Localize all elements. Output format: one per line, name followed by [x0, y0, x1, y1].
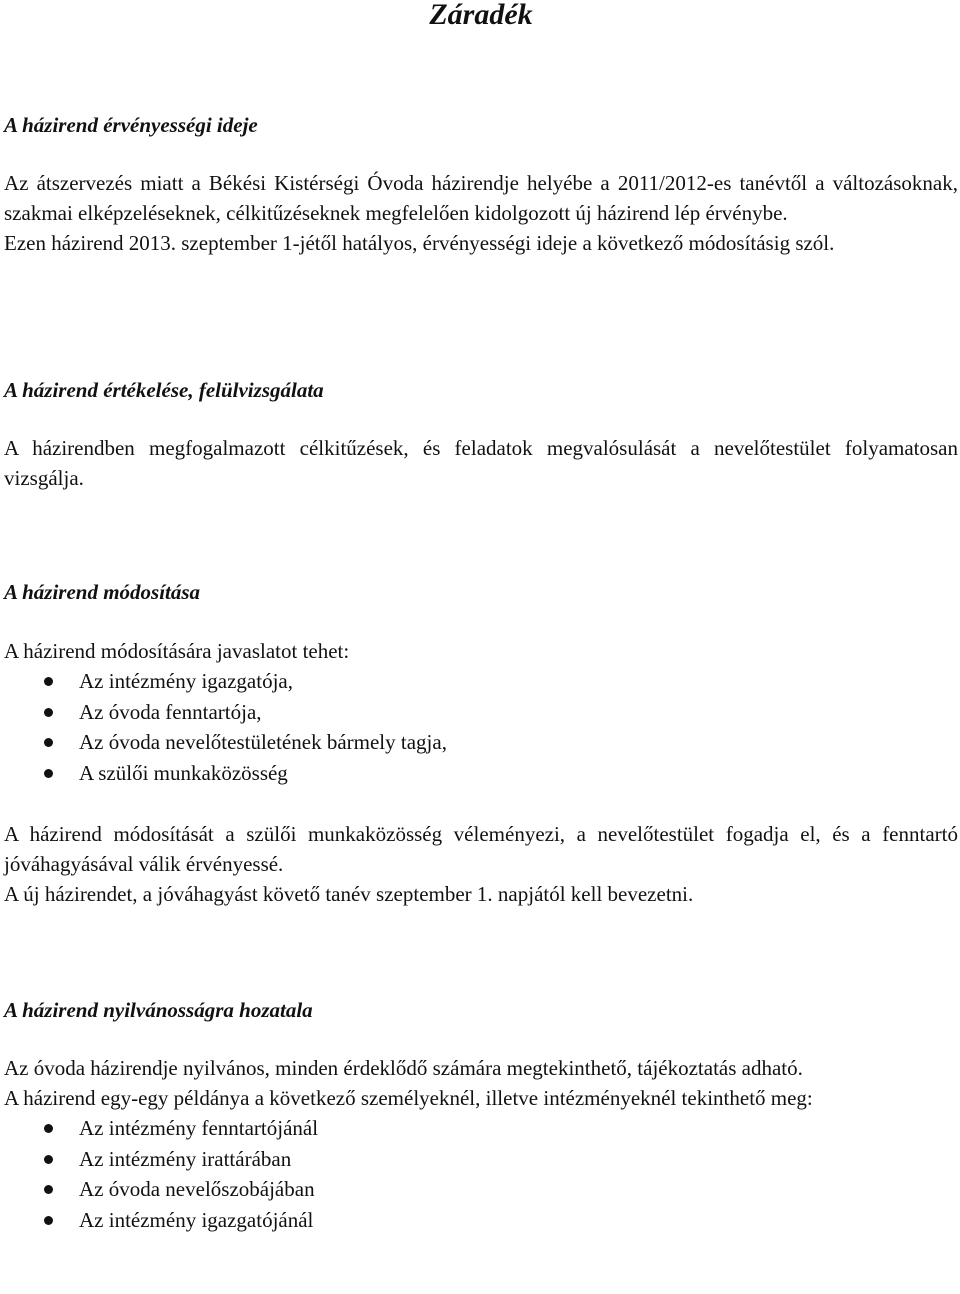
section-heading: A házirend értékelése, felülvizsgálata — [4, 378, 324, 402]
section-heading: A házirend nyilvánosságra hozatala — [4, 998, 313, 1022]
paragraph: A házirend módosítására javaslatot tehet: — [4, 639, 350, 663]
section-validity-body — [4, 168, 958, 258]
list-item: Az óvoda fenntartója, — [4, 697, 958, 728]
bullet-list — [4, 666, 958, 788]
paragraph: Az átszervezés miatt a Békési Kistérségi Óvoda házirendje helyébe a 2011/2012-es tanévtől a változásoknak, szakmai elképzeléseknek, célkitűzéseknek megfelelően kidolgozott új házirend lép érvénybe. — [4, 171, 958, 225]
paragraph: Az óvoda házirendje nyilvános, minden érdeklődő számára megtekinthető, tájékoztatás adható. — [4, 1056, 803, 1080]
paragraph: A házirendben megfogalmazott célkitűzések, és feladatok megvalósulását a nevelőtestület folyamatosan vizsgálja. — [4, 436, 958, 490]
list-item: Az intézmény igazgatójánál — [4, 1205, 958, 1236]
section-publicity — [4, 995, 958, 1025]
section-modification — [4, 577, 958, 607]
paragraph: A házirend egy-egy példánya a következő személyeknél, illetve intézményeknél tekinthető meg: — [4, 1086, 813, 1110]
section-heading: A házirend módosítása — [4, 580, 201, 604]
section-heading: A házirend érvényességi ideje — [4, 113, 258, 137]
section-evaluation — [4, 375, 958, 405]
document-page — [4, 0, 958, 1232]
section-publicity-body — [4, 1053, 958, 1235]
paragraph: Ezen házirend 2013. szeptember 1-jétől hatályos, érvényességi ideje a következő módosításig szól. — [4, 231, 835, 255]
section-modification-body — [4, 636, 958, 788]
paragraph: A házirend módosítását a szülői munkaközösség véleményezi, a nevelőtestület fogadja el, és a fenntartó jóváhagyásával válik érvényessé. — [4, 822, 958, 876]
list-item: Az intézmény fenntartójánál — [4, 1113, 958, 1144]
list-item: Az intézmény irattárában — [4, 1144, 958, 1175]
document-title: Záradék — [429, 0, 533, 31]
section-modification-notes — [4, 819, 958, 909]
paragraph: A új házirendet, a jóváhagyást követő tanév szeptember 1. napjától kell bevezetni. — [4, 882, 694, 906]
list-item: Az intézmény igazgatója, — [4, 666, 958, 697]
section-evaluation-body — [4, 433, 958, 493]
list-item: Az óvoda nevelőtestületének bármely tagja, — [4, 727, 958, 758]
section-validity — [4, 110, 958, 140]
list-item: A szülői munkaközösség — [4, 758, 958, 789]
list-item: Az óvoda nevelőszobájában — [4, 1174, 958, 1205]
bullet-list — [4, 1113, 958, 1235]
